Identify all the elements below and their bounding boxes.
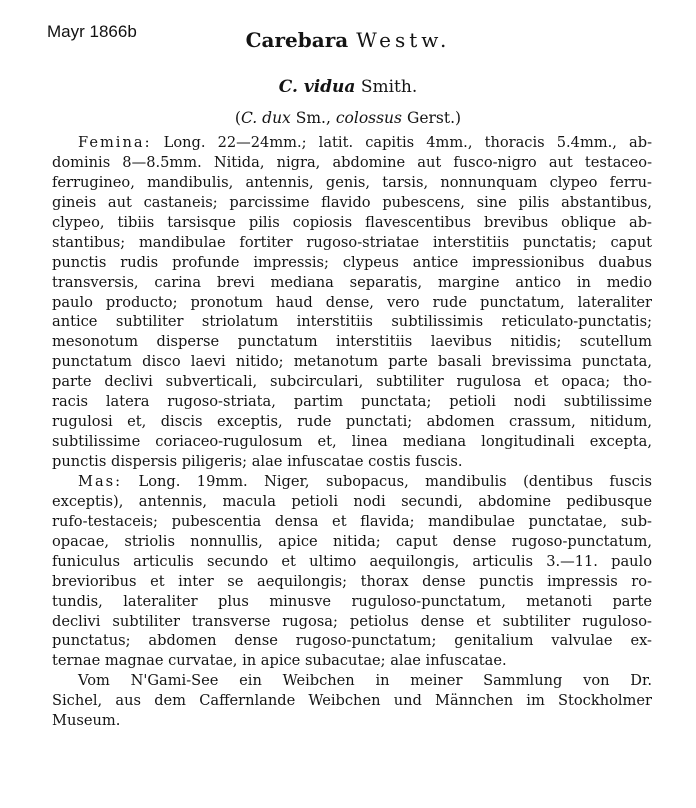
line-text: funiculus articulis secundo et ultimo aequilongis, articulis 3.—11. paulo xyxy=(52,552,652,570)
line-text: declivi subtiliter transverse rugosa; petiolus dense et subtiliter ruguloso- xyxy=(52,612,652,630)
text-line xyxy=(52,492,652,512)
text-line xyxy=(52,213,652,233)
sex-label: Mas: xyxy=(78,472,123,490)
line-text: antice subtiliter striolatum interstitiis subtilissimis reticulato-punctatis; xyxy=(52,313,652,331)
line-text: ternae magnae curvatae, in apice subacutae; alae infuscatae. xyxy=(52,652,507,670)
line-text: punctatum disco laevi nitido; metanotum parte basali brevissima punctata, xyxy=(52,353,652,371)
line-text: mesonotum disperse punctatum interstitiis laevibus nitidis; scutellum xyxy=(52,333,652,351)
line-text: brevioribus et inter se aequilongis; thorax dense punctis impressis ro- xyxy=(52,572,652,590)
line-text: parte declivi subverticali, subcirculari, subtiliter rugulosa et opaca; tho- xyxy=(52,373,652,391)
text-line xyxy=(52,592,652,612)
reference-stamp: Mayr 1866b xyxy=(47,22,137,41)
line-text: subtilissime coriaceo-rugulosum et, linea mediana longitudinali excepta, xyxy=(52,433,652,451)
synonym-1-author: Sm., xyxy=(295,109,331,127)
text-line xyxy=(52,273,652,293)
species-name: C. vidua xyxy=(278,77,356,97)
synonym-2-author: Gerst. xyxy=(406,109,456,127)
line-text: ferrugineo, mandibulis, antennis, genis, tarsis, nonnunquam clypeo ferru- xyxy=(52,173,652,191)
line-text: punctatus; abdomen dense rugoso-punctatum; genitalium valvulae ex- xyxy=(52,632,652,650)
text-line xyxy=(52,671,652,691)
line-text: punctis rudis profunde impressis; clypeus antice impressionibus duabus xyxy=(52,253,652,271)
text-line xyxy=(52,532,652,552)
text-line xyxy=(52,472,652,492)
genus-heading xyxy=(0,28,696,52)
line-text: rugulosi et, discis exceptis, rude punctati; abdomen crassum, nitidum, xyxy=(52,413,652,431)
text-line xyxy=(52,691,652,711)
text-line xyxy=(52,233,652,253)
text-line xyxy=(52,193,652,213)
text-line xyxy=(52,512,652,532)
description-paragraph xyxy=(52,671,652,731)
text-line xyxy=(52,173,652,193)
text-line xyxy=(52,372,652,392)
sex-label: Femina: xyxy=(78,134,152,151)
description-body xyxy=(52,133,652,731)
text-line xyxy=(52,153,652,173)
line-text: stantibus; mandibulae fortiter rugoso-striatae interstitiis punctatis; caput xyxy=(52,233,652,251)
text-line xyxy=(52,332,652,352)
text-line xyxy=(52,392,652,412)
synonymy-open-paren: ( xyxy=(234,109,241,127)
synonym-1-name: C. dux xyxy=(240,109,291,127)
text-line xyxy=(52,352,652,372)
synonymy-line xyxy=(0,108,696,128)
text-line xyxy=(52,253,652,273)
species-author: Smith. xyxy=(360,77,418,97)
text-line xyxy=(52,651,652,671)
genus-author: Westw. xyxy=(356,28,451,52)
line-text: racis latera rugoso-striata, partim punctata; petioli nodi subtilissime xyxy=(52,393,652,411)
line-text: transversis, carina brevi mediana separatis, margine antico in medio xyxy=(52,273,652,291)
line-text: tundis, lateraliter plus minusve ruguloso-punctatum, metanoti parte xyxy=(52,592,652,610)
synonym-2-name: colossus xyxy=(335,109,402,127)
text-line xyxy=(52,711,652,731)
text-line xyxy=(52,612,652,632)
species-heading xyxy=(0,76,696,98)
description-paragraph xyxy=(52,472,652,671)
text-line xyxy=(52,452,652,472)
line-text: opacae, striolis nonnullis, apice nitida; caput dense rugoso-punctatum, xyxy=(52,532,652,550)
description-paragraph xyxy=(52,133,652,472)
text-line xyxy=(52,631,652,651)
synonymy-close-paren: ) xyxy=(455,109,462,127)
line-text: rufo-testaceis; pubescentia densa et flavida; mandibulae punctatae, sub- xyxy=(52,512,652,530)
line-text: gineis aut castaneis; parcissime flavido pubescens, sine pilis abstantibus, xyxy=(52,193,652,211)
line-text: clypeo, tibiis tarsisque pilis copiosis flavescentibus brevibus oblique ab- xyxy=(52,213,652,231)
text-line xyxy=(52,412,652,432)
line-text: punctis dispersis piligeris; alae infuscatae costis fuscis. xyxy=(52,453,463,470)
line-text: Museum. xyxy=(52,712,121,730)
text-line xyxy=(52,432,652,452)
line-text: Sichel, aus dem Caffernlande Weibchen und Männchen im Stockholmer xyxy=(52,692,652,710)
line-text: Vom N'Gami-See ein Weibchen in meiner Sammlung von Dr. xyxy=(78,672,652,690)
line-text: exceptis), antennis, macula petioli nodi secundi, abdomine pedibusque xyxy=(52,492,652,510)
text-line xyxy=(52,572,652,592)
line-text: dominis 8—8.5mm. Nitida, nigra, abdomine aut fusco-nigro aut testaceo- xyxy=(52,153,652,171)
line-text: Long. 19mm. Niger, subopacus, mandibulis (dentibus fuscis xyxy=(138,472,652,490)
genus-name: Carebara xyxy=(245,28,349,52)
text-line xyxy=(52,293,652,313)
line-text: paulo producto; pronotum haud dense, vero rude punctatum, lateraliter xyxy=(52,293,652,311)
text-line xyxy=(52,552,652,572)
text-line xyxy=(52,133,652,153)
line-text: Long. 22—24mm.; latit. capitis 4mm., thoracis 5.4mm., ab- xyxy=(163,134,652,151)
text-line xyxy=(52,312,652,332)
